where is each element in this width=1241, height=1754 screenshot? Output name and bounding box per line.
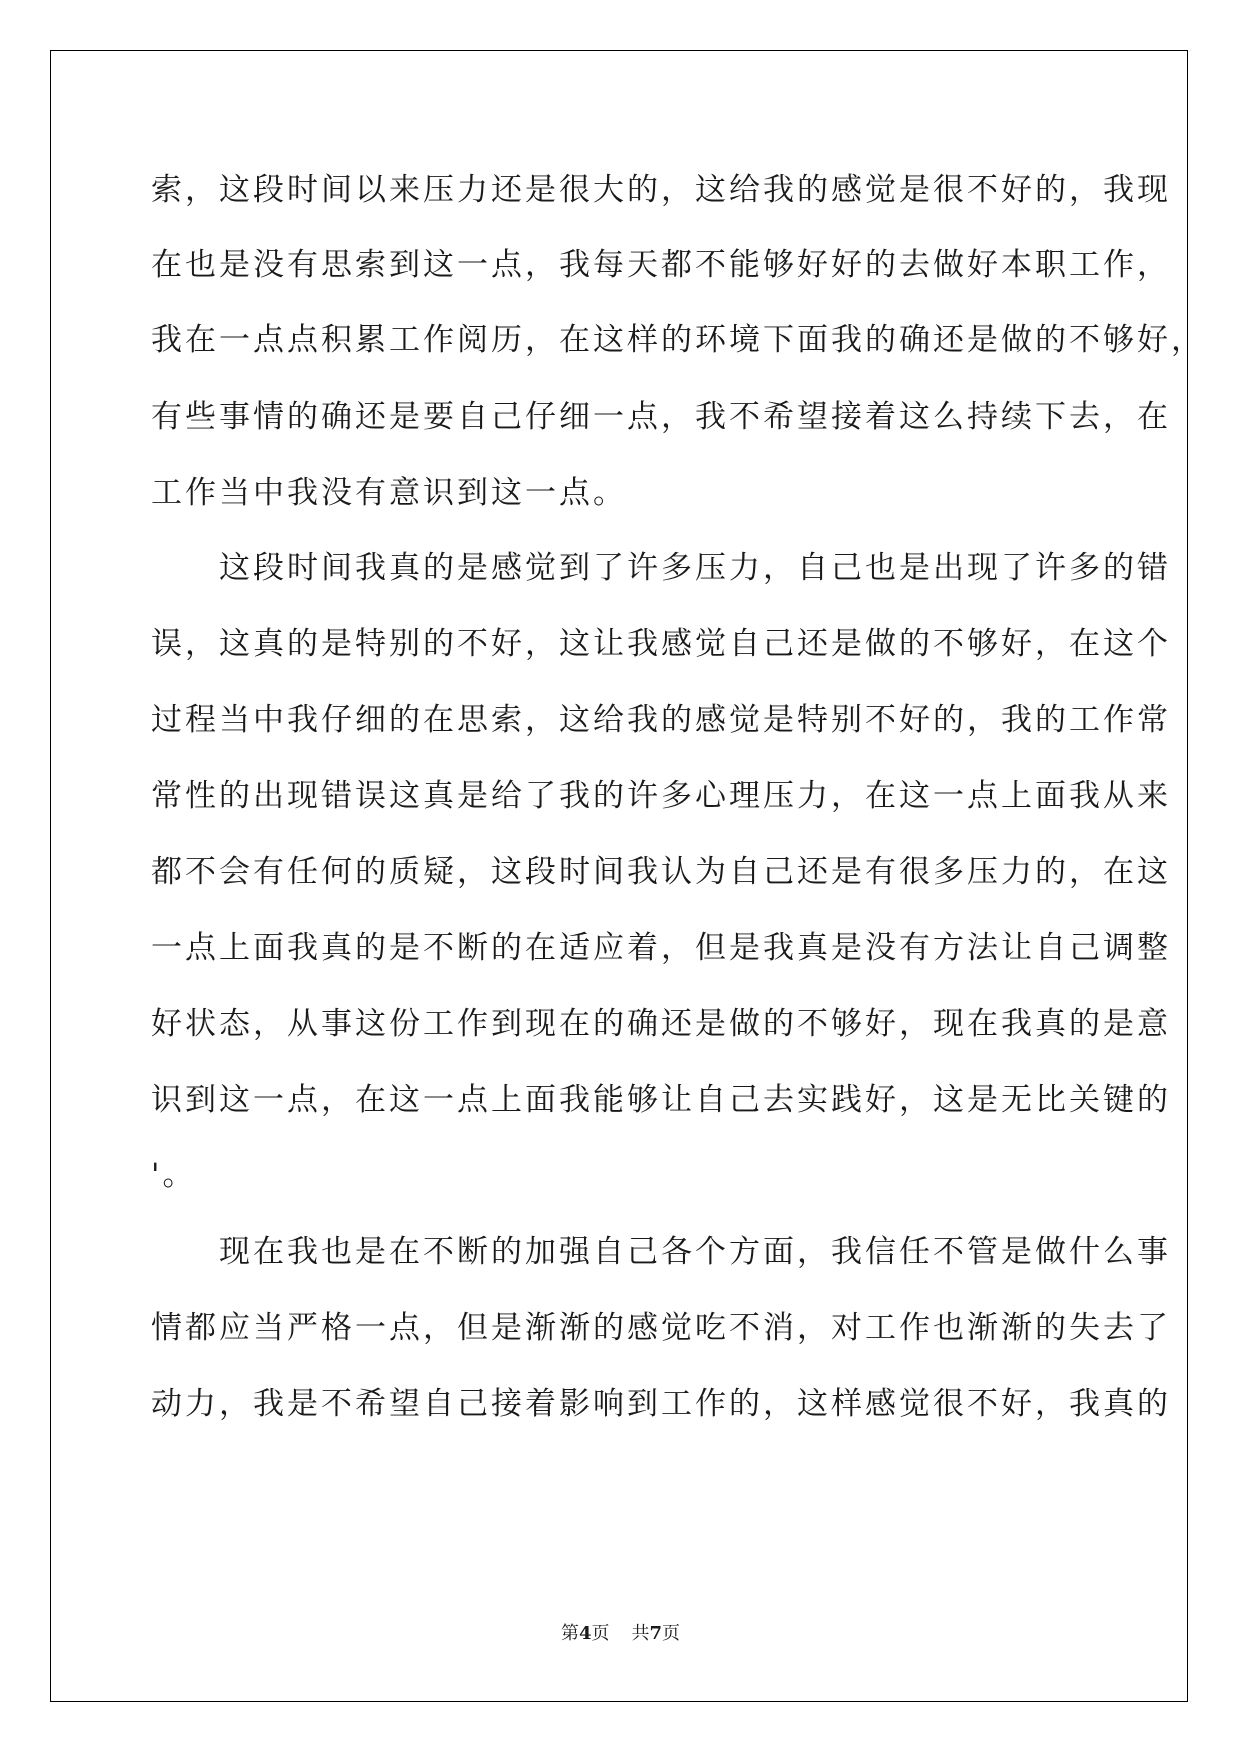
text-line: 索，这段时间以来压力还是很大的，这给我的感觉是很不好的，我现 [151,172,1171,208]
page-total: 7 [649,1623,663,1644]
text-line: '。 [151,1157,197,1193]
text-line: 有些事情的确还是要自己仔细一点，我不希望接着这么持续下去，在 [151,399,1171,435]
text-line: 这段时间我真的是感觉到了许多压力，自己也是出现了许多的错 [151,550,1171,586]
text-line: 现在我也是在不断的加强自己各个方面，我信任不管是做什么事 [151,1234,1171,1270]
total-suffix: 页 [662,1623,681,1644]
text-line: 情都应当严格一点，但是渐渐的感觉吃不消，对工作也渐渐的失去了 [151,1310,1171,1346]
text-line: 都不会有任何的质疑，这段时间我认为自己还是有很多压力的，在这 [151,854,1171,890]
text-line: 识到这一点，在这一点上面我能够让自己去实践好，这是无比关键的 [151,1082,1171,1118]
total-prefix: 共 [631,1623,650,1644]
page-prefix: 第 [560,1623,579,1644]
page-current: 4 [578,1623,592,1644]
text-line: 误，这真的是特别的不好，这让我感觉自己还是做的不够好，在这个 [151,626,1171,662]
text-line: 动力，我是不希望自己接着影响到工作的，这样感觉很不好，我真的 [151,1386,1171,1422]
page-footer [0,1622,1241,1646]
text-line: 常性的出现错误这真是给了我的许多心理压力，在这一点上面我从来 [151,778,1171,814]
text-line: 我在一点点积累工作阅历，在这样的环境下面我的确还是做的不够好， [151,322,1205,358]
text-line: 一点上面我真的是不断的在适应着，但是我真是没有方法让自己调整 [151,930,1171,966]
text-line: 过程当中我仔细的在思索，这给我的感觉是特别不好的，我的工作常 [151,702,1171,738]
text-line: 在也是没有思索到这一点，我每天都不能够好好的去做好本职工作， [151,247,1171,283]
page-suffix: 页 [591,1623,610,1644]
text-line: 工作当中我没有意识到这一点。 [151,475,627,511]
text-line: 好状态，从事这份工作到现在的确还是做的不够好，现在我真的是意 [151,1006,1171,1042]
